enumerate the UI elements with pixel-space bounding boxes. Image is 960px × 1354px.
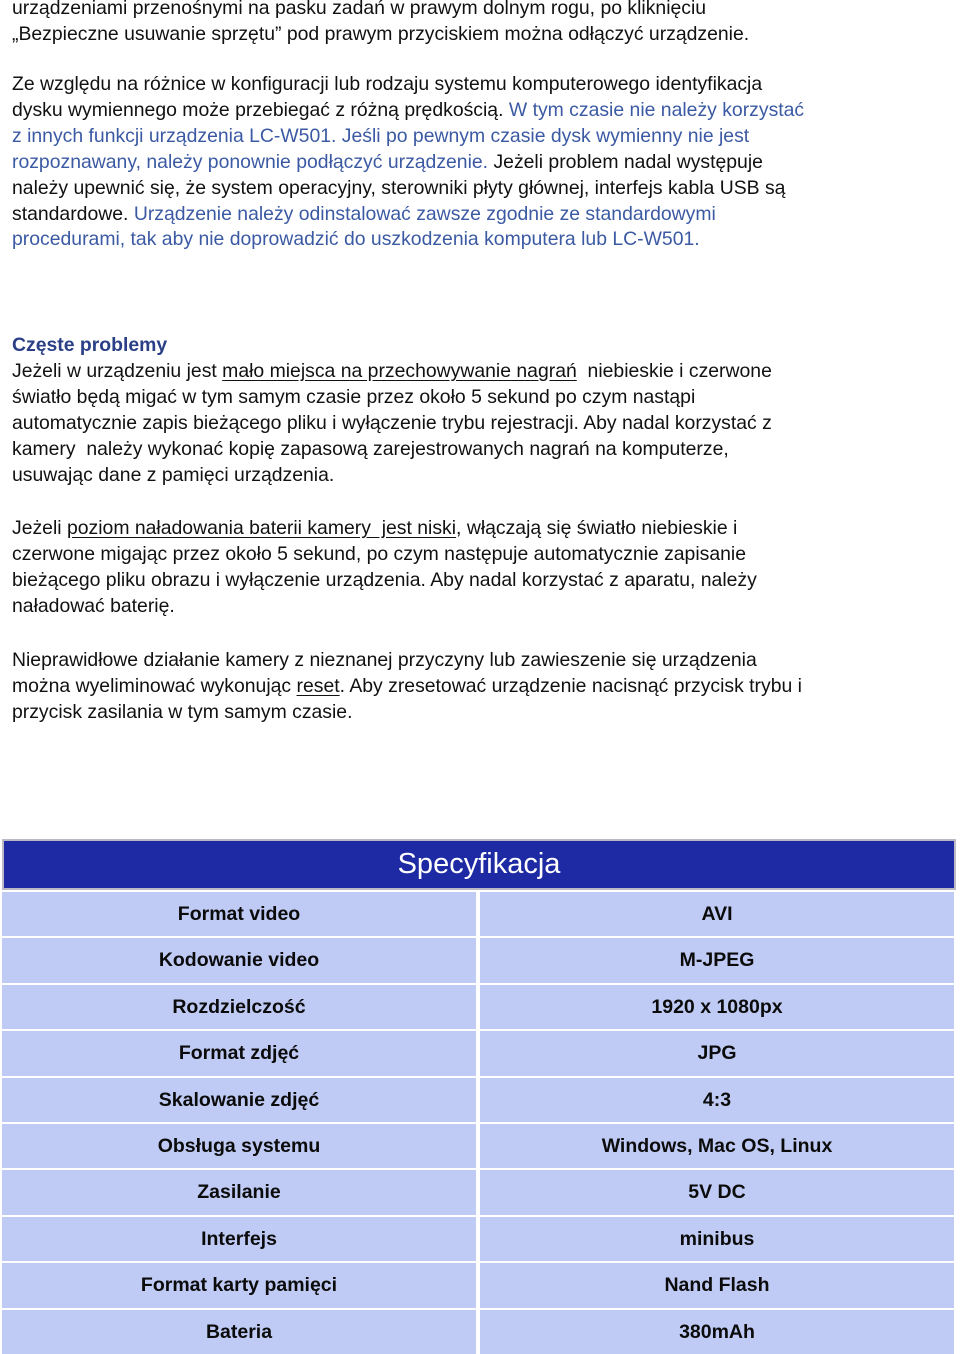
spec-key-cell: Format video	[2, 892, 476, 936]
spec-key-cell: Bateria	[2, 1310, 476, 1354]
text-segment: rozpoznawany, należy ponownie podłączyć urządzenie.	[12, 150, 489, 173]
text-line	[12, 124, 952, 150]
text-segment: Jeżeli w urządzeniu jest	[12, 359, 223, 382]
spec-value-cell: 5V DC	[480, 1170, 954, 1214]
spec-value-cell: 4:3	[480, 1078, 954, 1122]
spec-row	[2, 1310, 956, 1354]
specification-title: Specyfikacja	[2, 839, 956, 890]
text-segment: z innych funkcji urządzenia LC-W501.	[12, 124, 337, 147]
spec-value-cell: Windows, Mac OS, Linux	[480, 1124, 954, 1168]
spec-key-cell: Skalowanie zdjęć	[2, 1078, 476, 1122]
text-line: należy upewnić się, że system operacyjny, sterowniki płyty głównej, interfejs kabla USB są	[12, 176, 786, 199]
spec-key-cell: Obsługa systemu	[2, 1124, 476, 1168]
text-line: światło będą migać w tym samym czasie przez około 5 sekund po czym nastąpi	[12, 385, 696, 408]
paragraph-low-battery	[12, 516, 952, 620]
spec-key-cell: Format karty pamięci	[2, 1263, 476, 1307]
text-line	[12, 98, 952, 124]
text-segment: Jeśli po pewnym czasie dysk wymienny nie jest	[341, 124, 750, 147]
text-segment: standardowe.	[12, 202, 129, 225]
spec-key-cell: Kodowanie video	[2, 938, 476, 982]
text-line: przycisk zasilania w tym samym czasie.	[12, 700, 353, 723]
paragraph-usb-removal	[12, 0, 952, 48]
text-segment: . Aby zresetować urządzenie nacisnąć przycisk trybu i	[339, 674, 802, 697]
text-line: automatycznie zapis bieżącego pliku i wyłączenie trybu rejestracji. Aby nadal korzystać z	[12, 411, 772, 434]
spec-row	[2, 938, 956, 982]
specification-table	[0, 839, 956, 1354]
underlined-phrase: reset	[296, 674, 340, 697]
text-line	[12, 202, 952, 228]
text-segment: Jeżeli	[12, 517, 67, 539]
section-heading: Częste problemy	[12, 334, 168, 356]
spec-value-cell: AVI	[480, 892, 954, 936]
specification-rows	[0, 892, 956, 1354]
text-line: urządzeniami przenośnymi na pasku zadań w prawym dolnym rogu, po kliknięciu	[12, 0, 707, 19]
text-line: kamery należy wykonać kopię zapasową zarejestrowanych nagrań na komputerze,	[12, 437, 729, 460]
section-common-problems	[12, 333, 952, 488]
spec-value-cell: M-JPEG	[480, 938, 954, 982]
text-line: czerwone migając przez około 5 sekund, po czym następuje automatycznie zapisanie	[12, 542, 747, 565]
spec-row	[2, 985, 956, 1029]
spec-key-cell: Rozdzielczość	[2, 985, 476, 1029]
text-segment: niebieskie i czerwone	[576, 359, 772, 382]
spec-value-cell: 380mAh	[480, 1310, 954, 1354]
spec-row	[2, 1217, 956, 1261]
text-segment: W tym czasie nie należy korzystać	[508, 98, 805, 121]
text-line: procedurami, tak aby nie doprowadzić do uszkodzenia komputera lub LC-W501.	[12, 228, 700, 251]
spec-value-cell: 1920 x 1080px	[480, 985, 954, 1029]
spec-row	[2, 1078, 956, 1122]
underlined-phrase: poziom naładowania baterii kamery jest niski	[66, 517, 457, 539]
spec-value-cell: JPG	[480, 1031, 954, 1075]
text-line: „Bezpieczne usuwanie sprzętu” pod prawym przyciskiem można odłączyć urządzenie.	[12, 22, 750, 45]
spec-row	[2, 892, 956, 936]
spec-row	[2, 1124, 956, 1168]
paragraph-disk-identification	[12, 72, 952, 253]
spec-value-cell: minibus	[480, 1217, 954, 1261]
paragraph-reset	[12, 648, 952, 726]
text-line: naładować baterię.	[12, 594, 175, 617]
text-line: Ze względu na różnice w konfiguracji lub rodzaju systemu komputerowego identyfikacja	[12, 73, 763, 95]
spec-row	[2, 1031, 956, 1075]
text-line	[12, 150, 952, 176]
text-line	[12, 674, 952, 700]
text-line: bieżącego pliku obrazu i wyłączenie urządzenia. Aby nadal korzystać z aparatu, należy	[12, 568, 757, 591]
text-line: usuwając dane z pamięci urządzenia.	[12, 463, 335, 486]
text-segment: można wyeliminować wykonując	[12, 674, 297, 697]
text-segment: , włączają się światło niebieskie i	[456, 517, 738, 539]
spec-key-cell: Zasilanie	[2, 1170, 476, 1214]
spec-key-cell: Interfejs	[2, 1217, 476, 1261]
text-segment: dysku wymiennego może przebiegać z różną prędkością.	[12, 98, 504, 121]
spec-row	[2, 1170, 956, 1214]
spec-value-cell: Nand Flash	[480, 1263, 954, 1307]
spec-key-cell: Format zdjęć	[2, 1031, 476, 1075]
spec-row	[2, 1263, 956, 1307]
underlined-phrase: mało miejsca na przechowywanie nagrań	[222, 359, 577, 382]
text-line	[12, 359, 952, 385]
text-line: Nieprawidłowe działanie kamery z nieznanej przyczyny lub zawieszenie się urządzenia	[12, 649, 757, 671]
text-segment: Urządzenie należy odinstalować zawsze zgodnie ze standardowymi	[133, 202, 716, 225]
text-line	[12, 516, 952, 542]
text-segment: Jeżeli problem nadal występuje	[493, 150, 763, 173]
